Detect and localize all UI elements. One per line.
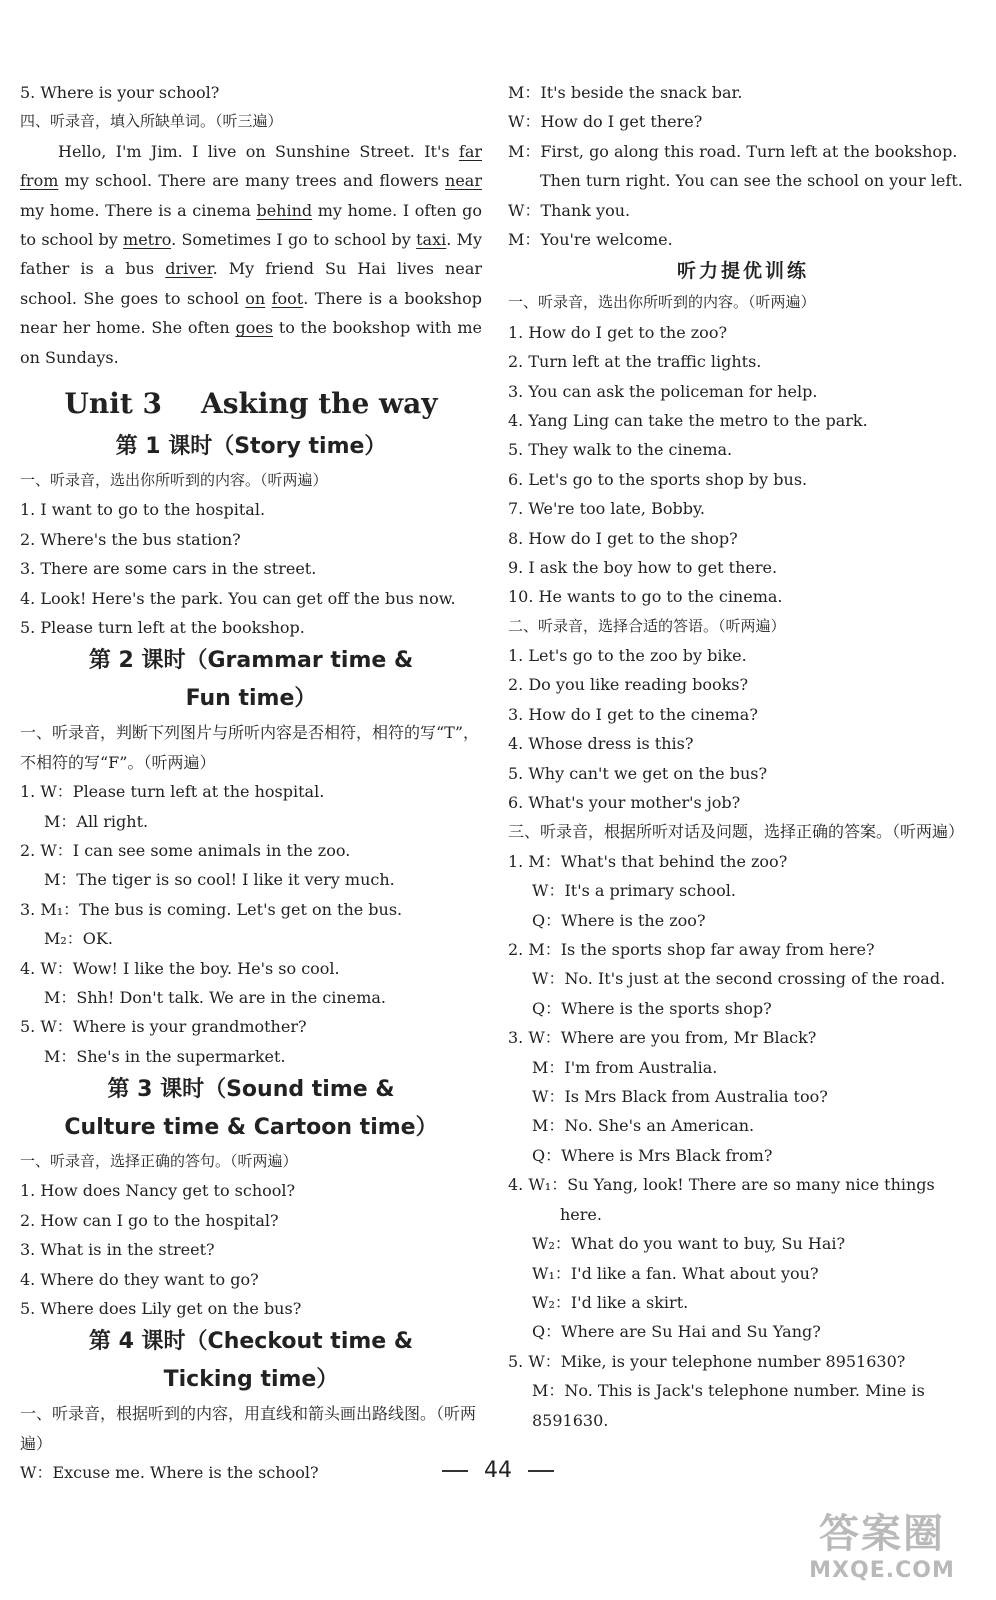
list-item: 5. Why can't we get on the bus? xyxy=(508,763,768,783)
dialog-line: W：No. It's just at the second crossing of the road. xyxy=(532,969,946,989)
lesson-title: Ticking time） xyxy=(163,1367,339,1393)
dialog-line: M：You're welcome. xyxy=(508,229,673,249)
dialog-line: W₂：What do you want to buy, Su Hai? xyxy=(532,1234,846,1254)
lesson-title: 第 1 课时（Story time） xyxy=(115,434,387,460)
lesson1-list xyxy=(20,495,482,642)
answer-word: on xyxy=(245,288,266,308)
dialog-line: M：First, go along this road. Turn left at the bookshop. Then turn right. You can see the school on your left. xyxy=(508,141,963,191)
list-item: 1. How does Nancy get to school? xyxy=(20,1181,296,1201)
dialog-line: 5. W：Where is your grandmother? xyxy=(20,1017,307,1037)
page-number: 44 xyxy=(484,1458,512,1483)
dialog-line: W：Thank you. xyxy=(508,200,631,220)
section-heading: 一、听录音，选出你所听到的内容。（听两遍） xyxy=(20,471,328,490)
lesson-title: Fun time） xyxy=(185,686,317,712)
answer-word: driver xyxy=(165,259,213,279)
list-item: 5. Where does Lily get on the bus? xyxy=(20,1299,302,1319)
section-heading: 一、听录音，选出你所听到的内容。（听两遍） xyxy=(508,293,816,312)
list-item: 5. Please turn left at the bookshop. xyxy=(20,617,305,637)
lesson-title: Culture time & Cartoon time） xyxy=(64,1115,438,1141)
right-column xyxy=(508,78,978,1435)
dialog-line: 1. W：Please turn left at the hospital. xyxy=(20,782,325,802)
dialog-line: M：All right. xyxy=(44,811,149,831)
watermark-icon: 答案圈 xyxy=(819,1511,945,1557)
question-block xyxy=(508,847,978,935)
dialog-line: 3. W：Where are you from, Mr Black? xyxy=(508,1028,817,1048)
dialog-line: M：It's beside the snack bar. xyxy=(508,83,743,102)
dialog-line: M：Shh! Don't talk. We are in the cinema. xyxy=(44,987,386,1007)
section-heading: 一、听录音，选择正确的答句。（听两遍） xyxy=(20,1152,298,1171)
section-heading: 三、听录音，根据所听对话及问题，选择正确的答案。（听两遍） xyxy=(508,822,965,842)
dialog-line: M：I'm from Australia. xyxy=(532,1057,718,1077)
lesson-title: 第 4 课时（Checkout time & xyxy=(88,1329,414,1355)
answer-word: near xyxy=(445,171,482,191)
paragraph-text: . There is a bookshop near her home. She often xyxy=(20,288,482,338)
list-item: 4. Yang Ling can take the metro to the park. xyxy=(508,410,868,430)
list-item: 9. I ask the boy how to get there. xyxy=(508,557,778,577)
list-item: 6. What's your mother's job? xyxy=(508,793,741,813)
dialog-line: M：She's in the supermarket. xyxy=(44,1046,286,1066)
list-item: 7. We're too late, Bobby. xyxy=(508,499,705,519)
answer-word: metro xyxy=(123,230,172,249)
list-item: 4. Look! Here's the park. You can get off the bus now. xyxy=(20,588,456,608)
dialog-line: 1. M：What's that behind the zoo? xyxy=(508,851,788,871)
section-heading: 二、听录音，选择合适的答语。（听两遍） xyxy=(508,616,786,635)
fill-in-paragraph xyxy=(20,137,482,372)
lesson2-list xyxy=(20,777,482,1071)
list-item: 4. Where do they want to go? xyxy=(20,1269,259,1289)
answer-word: far xyxy=(458,141,482,161)
dialog-line: 3. M₁：The bus is coming. Let's get on the bus. xyxy=(20,899,403,919)
answer-word: taxi xyxy=(416,230,447,249)
watermark-logo xyxy=(782,1510,982,1590)
sec1-list xyxy=(508,318,978,612)
dialog-line: Q：Where is the sports shop? xyxy=(532,998,772,1018)
footer-dash xyxy=(442,1470,468,1472)
list-item: 2. How can I go to the hospital? xyxy=(20,1210,279,1230)
list-item: 2. Where's the bus station? xyxy=(20,529,241,549)
dialog-line: W₂：I'd like a skirt. xyxy=(532,1292,689,1312)
page-footer xyxy=(0,1458,996,1483)
question-block xyxy=(508,1023,978,1170)
dialog-line: M：No. She's an American. xyxy=(532,1116,755,1136)
section-heading: 四、听录音，填入所缺单词。（听三遍） xyxy=(20,112,283,131)
list-item: 5. They walk to the cinema. xyxy=(508,440,733,460)
dialog-line: Q：Where are Su Hai and Su Yang? xyxy=(532,1322,821,1342)
dialog-line: W：Excuse me. Where is the school? xyxy=(20,1463,319,1483)
dialog-line: 2. W：I can see some animals in the zoo. xyxy=(20,840,351,860)
section-title: 听力提优训练 xyxy=(676,260,809,283)
unit-title: Unit 3 Asking the way xyxy=(64,387,438,421)
dialog-line: Q：Where is Mrs Black from? xyxy=(532,1145,773,1165)
dialog-line: 4. W₁：Su Yang, look! There are so many nice things here. xyxy=(508,1175,935,1224)
list-item: 1. How do I get to the zoo? xyxy=(508,322,728,342)
answer-word: goes xyxy=(235,318,274,338)
lesson-title: 第 2 课时（Grammar time & xyxy=(88,648,414,674)
dialog-line: W：Is Mrs Black from Australia too? xyxy=(532,1087,828,1107)
list-item: 3. How do I get to the cinema? xyxy=(508,704,758,724)
answer-word: behind xyxy=(256,200,313,220)
question-line: 5. Where is your school? xyxy=(20,83,220,102)
watermark-site: MXQE.COM xyxy=(809,1558,955,1583)
dialog-line: M₂：OK. xyxy=(44,929,113,949)
dialog-line: M：No. This is Jack's telephone number. Mine is 8591630. xyxy=(532,1381,925,1430)
dialog-line: W₁：I'd like a fan. What about you? xyxy=(532,1263,819,1283)
dialog-line: W：It's a primary school. xyxy=(532,881,736,901)
paragraph-text: to the bookshop with me on Sundays. xyxy=(20,318,483,367)
paragraph-text: my home. I often go to school by xyxy=(20,200,482,249)
list-item: 2. Do you like reading books? xyxy=(508,675,749,695)
list-item: 8. How do I get to the shop? xyxy=(508,528,738,548)
left-column xyxy=(20,78,482,1488)
list-item: 1. I want to go to the hospital. xyxy=(20,500,266,520)
paragraph-text: . My friend Su Hai lives near school. She goes to school xyxy=(20,259,483,308)
answer-word: foot xyxy=(271,288,304,308)
paragraph-text: . Sometimes I go to school by xyxy=(171,230,417,249)
question-block xyxy=(508,1347,978,1435)
answer-word: from xyxy=(20,171,59,191)
list-item: 4. Whose dress is this? xyxy=(508,734,694,754)
section-heading: 一、听录音，判断下列图片与所听内容是否相符，相符的写“T”，不相符的写“F”。（听两遍） xyxy=(20,723,480,772)
list-item: 1. Let's go to the zoo by bike. xyxy=(508,646,747,666)
dialog-line: Q：Where is the zoo? xyxy=(532,910,706,930)
footer-dash xyxy=(528,1470,554,1472)
list-item: 3. What is in the street? xyxy=(20,1240,215,1260)
question-block xyxy=(508,1170,978,1346)
list-item: 2. Turn left at the traffic lights. xyxy=(508,352,762,372)
paragraph-text: my home. There is a cinema xyxy=(20,200,257,220)
section-heading: 一、听录音，根据听到的内容，用直线和箭头画出路线图。（听两遍） xyxy=(20,1404,477,1453)
list-item: 3. You can ask the policeman for help. xyxy=(508,381,818,401)
dialog-line: 2. M：Is the sports shop far away from here? xyxy=(508,940,875,960)
question-block xyxy=(508,935,978,1023)
dialog-line: 4. W：Wow! I like the boy. He's so cool. xyxy=(20,958,340,978)
lesson-title: 第 3 课时（Sound time & xyxy=(107,1077,395,1103)
paragraph-text: Hello, I'm Jim. I live on Sunshine Street. It's xyxy=(58,141,459,161)
paragraph-text: . My father is a bus xyxy=(20,230,482,279)
dialog-line: M：The tiger is so cool! I like it very much. xyxy=(44,870,395,890)
dialog-line: 5. W：Mike, is your telephone number 8951630? xyxy=(508,1351,906,1371)
list-item: 6. Let's go to the sports shop by bus. xyxy=(508,469,808,489)
list-item: 3. There are some cars in the street. xyxy=(20,559,317,579)
paragraph-text: my school. There are many trees and flowers xyxy=(58,171,446,191)
list-item: 10. He wants to go to the cinema. xyxy=(508,587,783,607)
dialog-line: W：How do I get there? xyxy=(508,112,703,132)
sec2-list xyxy=(508,641,978,817)
lesson3-list xyxy=(20,1176,482,1323)
